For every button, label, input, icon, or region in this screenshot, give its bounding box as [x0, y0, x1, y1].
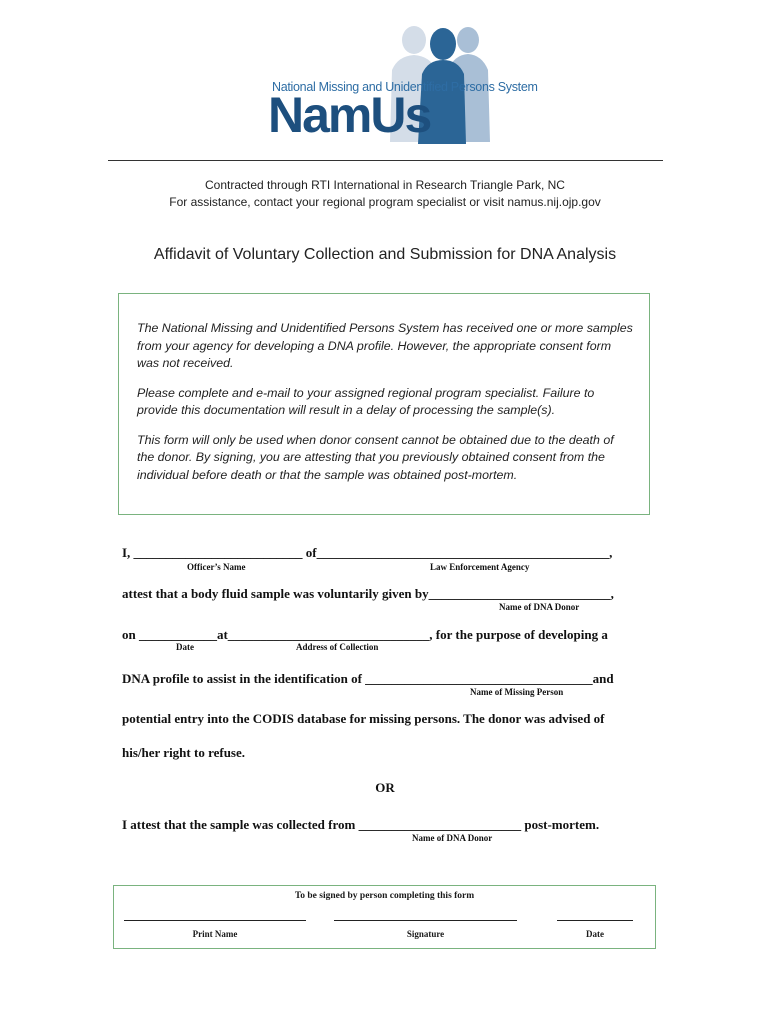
date-address-line: on ____________at_______________________________, for the purpose of developing a	[122, 627, 608, 642]
signature-box	[113, 885, 656, 949]
print-name-field[interactable]	[124, 920, 306, 921]
codis-line: potential entry into the CODIS database for missing persons. The donor was advised of	[122, 711, 605, 726]
date-label: Date	[586, 929, 604, 939]
document-title: Affidavit of Voluntary Collection and Submission for DNA Analysis	[153, 246, 617, 263]
print-name-label: Print Name	[192, 929, 238, 939]
missing-person-line: DNA profile to assist in the identification of ___________________________________and	[122, 671, 614, 686]
signature-label: Signature	[406, 929, 445, 939]
agency-caption: Law Enforcement Agency	[430, 562, 530, 572]
notice-paragraph: This form will only be used when donor consent cannot be obtained due to the death of the donor. By signing, you are attesting that you previously obtained consent from the individual before death or that the sample was obtained post-mortem.	[137, 432, 614, 482]
notice-paragraph: The National Missing and Unidentified Persons System has received one or more samples from your agency for developing a DNA profile. However, the appropriate consent form was not received.	[137, 321, 633, 370]
or-divider: OR	[375, 780, 395, 795]
post-mortem-donor-caption: Name of DNA Donor	[412, 833, 493, 843]
header-divider	[108, 160, 663, 161]
notice-box	[118, 293, 650, 515]
logo-wordmark: NamUs	[268, 87, 431, 143]
post-mortem-line: I attest that the sample was collected from _________________________ post-mortem.	[122, 817, 600, 832]
address-caption: Address of Collection	[296, 642, 379, 652]
assistance-line: For assistance, contact your regional program specialist or visit namus.nij.ojp.gov	[169, 195, 601, 209]
officer-name-caption: Officer’s Name	[187, 562, 246, 572]
signature-field[interactable]	[334, 920, 517, 921]
donor-name-caption: Name of DNA Donor	[499, 602, 580, 612]
donor-line: attest that a body fluid sample was voluntarily given by____________________________,	[122, 586, 614, 601]
notice-paragraph: Please complete and e-mail to your assigned regional program specialist. Failure to provide this documentation will result in a delay of processing the sample(s).	[137, 385, 595, 417]
contract-line: Contracted through RTI International in Research Triangle Park, NC	[205, 178, 565, 192]
missing-person-caption: Name of Missing Person	[470, 687, 564, 697]
officer-agency-line: I, __________________________ of_____________________________________________,	[122, 545, 613, 560]
date-field[interactable]	[557, 920, 633, 921]
refuse-line: his/her right to refuse.	[122, 745, 246, 760]
date-caption: Date	[176, 642, 194, 652]
namus-logo	[268, 22, 538, 147]
logo-tagline: National Missing and Unidentified Persons System	[272, 80, 538, 94]
signature-box-header: To be signed by person completing this form	[294, 891, 475, 901]
